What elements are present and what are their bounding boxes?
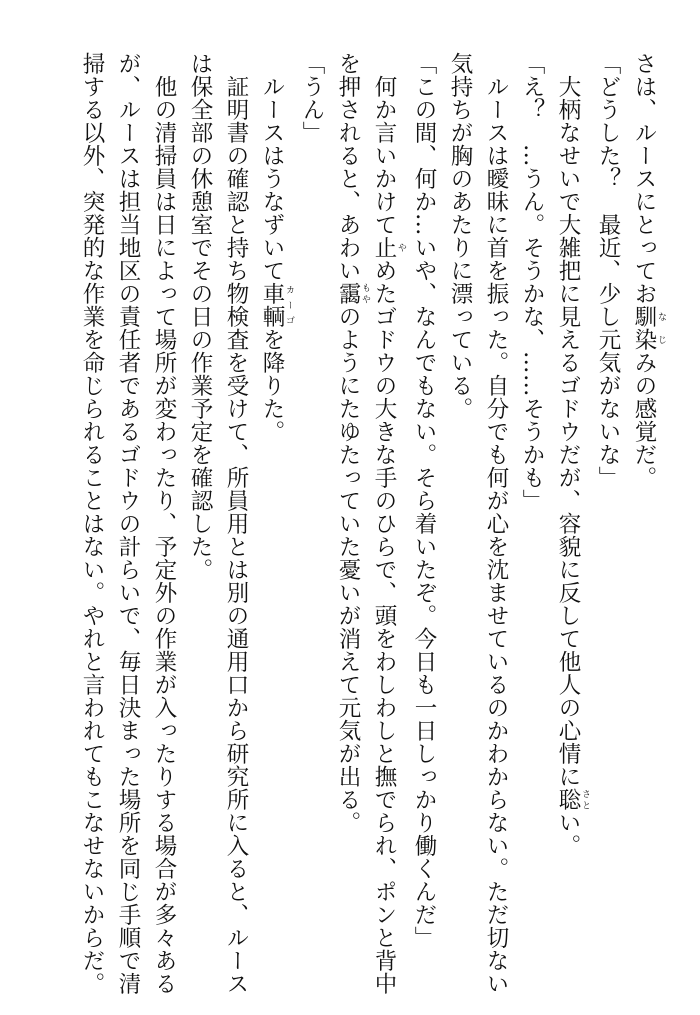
paragraph: ルースは曖昧に首を振った。自分でも何が心を沈ませているのかわからない。ただ切ない気持ちが胸のあたりに漂っている。: [447, 52, 509, 995]
paragraph: 「え？ …うん。そうかな、……そうかも」: [519, 52, 545, 512]
paragraph: さは、ルースにとってお馴染 なじみの感覚だ。: [631, 52, 666, 489]
furigana-ruby: 靄 もや: [335, 282, 370, 305]
furigana-ruby: 聡 さと: [555, 787, 590, 811]
paragraph: 大柄なせいで大雑把に見えるゴドウだが、容貌に反して他人の心情に聡 さとい。: [555, 74, 590, 857]
paragraph: 「どうした？ 最近、少し元気がないな」: [595, 52, 621, 489]
paragraph: 「この間、何か…いや、なんでもない。そら着いたぞ。今日も一日しっかり働くんだ」: [411, 52, 437, 949]
paragraph: 「うん」: [299, 52, 325, 144]
furigana-ruby: 馴染 なじ: [631, 305, 666, 351]
furigana-ruby: 止 や: [371, 235, 406, 259]
paragraph: 他の清掃員は日によって場所が変わったり、予定外の作業が入ったりする場合が多々あるが、ルースは担当地区の責任者であるゴドウの計らいで、毎日決まった場所を同じ手順で清掃する以外、突発的な作業を命じられることはない。やれと言われてもこなせないからだ。: [79, 52, 177, 995]
paragraph: 証明書の確認と持ち物検査を受けて、所員用とは別の通用口から研究所に入ると、ルースは保全部の休憩室でその日の作業予定を確認した。: [187, 52, 249, 995]
paragraph: ルースはうなずいて車輌 カーゴを降りた。: [259, 74, 294, 443]
paragraph: 何か言いかけて止 やめたゴドウの大きな手のひらで、頭をわしわしと撫でられ、ポンと背中を押されると、あわい靄 もやのようにたゆたっていた憂いが消えて元気が出る。: [335, 52, 406, 995]
vertical-text-body: [26, 52, 666, 997]
furigana-ruby: 車輌 カーゴ: [259, 281, 294, 328]
